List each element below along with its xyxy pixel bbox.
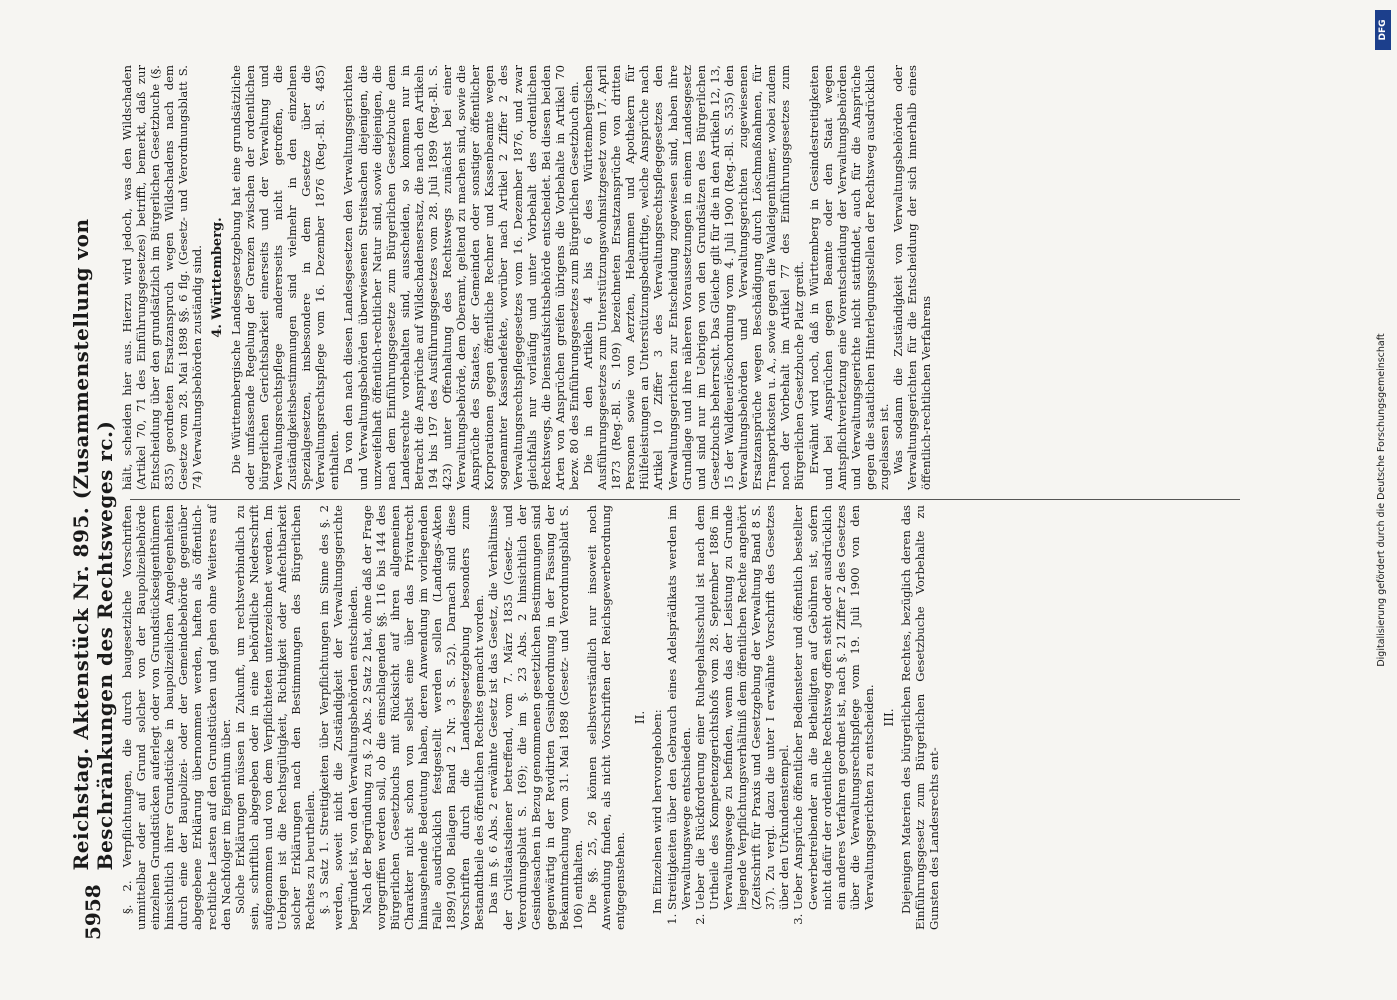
paragraph: hält, scheiden hier aus. Hierzu wird jedoch, was den Wildschaden (Artikel 70, 71 des Einführungsgesetzes) betrifft, bemerkt, daß zur Entscheidung über den grundsätzlich im Bürgerlichen Gesetzbuche (§. 835) geordneten Ersatzanspruch wegen Wildschadens nach dem Gesetze vom 28. Mai 1898 §§. 6 flg. (Gesetz- und Verordnungsblatt S. 74) Verwaltungsbehörden zuständig sind. xyxy=(120,65,205,490)
paragraph: Erwähnt wird noch, daß in Württemberg in Gesindestreitigkeiten und bei Ansprüchen gegen Beamte oder den Staat wegen Amtspflichtverletzung eine Vorentscheidung der Verwaltungsbehörden und Verwaltungsgerichte nicht stattfindet, auch für die Ansprüche gegen die staatlichen Hinterlegungsstellen der Rechtsweg ausdrücklich zugelassen ist. xyxy=(806,65,891,490)
column-divider xyxy=(130,499,1240,500)
paragraph: Die §§. 25, 26 können selbstverständlich nur insoweit noch Anwendung finden, als nicht Vorschriften der Reichsgewerbeordnung entgegenstehen. xyxy=(585,505,628,930)
paragraph: §. 2. Verpflichtungen, die durch baugesetzliche Vorschriften unmittelbar oder auf Grund solcher von der Baupolizeibehörde einzelnen Grundstücken auferlegt oder von Grundstückseigenthümern hinsichtlich ihrer Grundstücke in baupolizeilichen Angelegenheiten durch eine der Baupolizei- oder der Gemeindebehörde gegenüber abgegebene Erklärung übernommen werden, haften als öffentlich-rechtliche Lasten auf den Grundstücken und gehen ohne Weiteres auf den Nachfolger im Eigenthum über. xyxy=(120,505,233,930)
paragraph: Das im §. 6 Abs. 2 erwähnte Gesetz ist das Gesetz, die Verhältnisse der Civilstaatsdiener betreffend, vom 7. März 1835 (Gesetz- und Verordnungsblatt S. 169); die im §. 23 Abs. 2 hinsichtlich der Gesindesachen in Bezug genommenen gesetzlichen Bestimmungen sind gegenwärtig in der Revidirten Gesindeordnung in der Fassung der Bekanntmachung vom 31. Mai 1898 (Gesetz- und Verordnungsblatt S. 106) enthalten. xyxy=(486,505,585,930)
dfg-logo-text: DFG xyxy=(1378,19,1388,41)
paragraph: Da von den nach diesen Landesgesetzen den Verwaltungsgerichten und Verwaltungsbehörden überwiesenen Streitsachen diejenigen, die unzweifelhaft öffentlich-rechtlicher Natur sind, sowie diejenigen, die nach dem Einführungsgesetze zum Bürgerlichen Gesetzbuche dem Landesrechte vorbehalten sind, ausscheiden, so kommen nur in Betracht die Ansprüche auf Wildschadensersatz, die nach den Artikeln 194 bis 197 des Ausführungsgesetzes vom 28. Juli 1899 (Reg.-Bl. S. 423) unter Offenhaltung des Rechtswegs zunächst bei einer Verwaltungsbehörde, dem Oberamt, geltend zu machen sind, sowie die Ansprüche des Staates, der Gemeinden oder sonstiger öffentlicher Korporationen gegen öffentliche Rechner und Kassenbeamte wegen sogenannter Kassendefekte, worüber nach Artikel 2 Ziffer 2 des Verwaltungsrechtspflegegesetzes vom 16. Dezember 1876, und zwar gleichfalls nur vorläufig und unter Vorbehalt des ordentlichen Rechtswegs, die Dienstaufsichtsbehörde entscheidet. Bei diesen beiden Arten von Ansprüchen greifen übrigens die Vorbehalte in Artikel 70 bezw. 80 des Einführungsgesetzes zum Bürgerlichen Gesetzbuch ein. xyxy=(341,65,581,490)
list-item: 3. Ueber Ansprüche öffentlicher Bediensteter und öffentlich bestellter Gewerbetreibender an die Betheiligten auf Gebühren ist, sofern nicht dafür der ordentliche Rechtsweg offen steht oder ausdrücklich ein anderes Verfahren geordnet ist, nach §. 21 Ziffer 2 des Gesetzes über die Verwaltungsrechtspflege vom 19. Juli 1900 von den Verwaltungsgerichten zu entscheiden. xyxy=(791,505,876,910)
right-column xyxy=(120,65,933,490)
paragraph: Solche Erklärungen müssen in Zukunft, um rechtsverbindlich zu sein, schriftlich abgegeben oder in eine behördliche Niederschrift aufgenommen und von dem Verpflichteten unterzeichnet werden. Im Uebrigen ist die Rechtsgültigkeit, Richtigkeit oder Anfechtbarkeit solcher Erklärungen nach den Bestimmungen des Bürgerlichen Rechtes zu beurtheilen. xyxy=(232,505,318,930)
dfg-logo xyxy=(1375,10,1391,50)
left-column xyxy=(120,505,941,930)
section-heading-iii: III. xyxy=(881,708,896,727)
paragraph: Nach der Begründung zu §. 2 Abs. 2 Satz 2 hat, ohne daß der Frage vorgegriffen werden soll, ob die einschlagenden §§. 116 bis 144 des Bürgerlichen Gesetzbuchs mit Rücksicht auf ihren allgemeinen Charakter nicht schon von selbst eine über das Privatrecht hinausgehende Bedeutung haben, deren Anwendung im vorliegenden Falle ausdrücklich festgestellt werden sollen (Landtags-Akten 1899/1900 Beilagen Band 2 Nr. 3 S. 52). Darnach sind diese Vorschriften durch die Landesgesetzgebung besonders zum Bestandtheile des öffentlichen Rechtes gemacht worden. xyxy=(359,505,487,930)
page-title: Reichstag. Aktenstück Nr. 895. (Zusammenstellung von Beschränkungen des Rechtsweges rc.) xyxy=(69,218,117,871)
section-heading-wuerttemberg: 4. Württemberg. xyxy=(209,217,225,338)
page-number: 5958 xyxy=(81,884,105,940)
credit-text: Digitalisierung gefördert durch die Deutsche Forschungsgemeinschaft xyxy=(1376,333,1387,667)
paragraph: Was sodann die Zuständigkeit von Verwaltungsbehörden oder Verwaltungsgerichten für die Entscheidung der sich innerhalb eines öffentlich-rechtlichen Verfahrens xyxy=(891,65,934,490)
page-header xyxy=(69,50,117,940)
paragraph: Die in den Artikeln 4 bis 6 des Württembergischen Ausführungsgesetzes zum Unterstützungswohnsitzgesetz vom 17. April 1873 (Reg.-Bl. S. 109) bezeichneten Ersatzansprüche von dritten Personen sowie von Aerzten, Hebammen und Apothekern für Hülfeleistungen an Unterstützungsbedürftige, welche Ansprüche nach Artikel 10 Ziffer 3 des Verwaltungsrechtspflegegesetzes den Verwaltungsgerichten zur Entscheidung zugewiesen sind, haben ihre Grundlage und ihre näheren Voraussetzungen in einem Landesgesetz und sind nur im Uebrigen von den Grundsätzen des Bürgerlichen Gesetzbuchs beherrscht. Das Gleiche gilt für die in den Artikeln 12, 13, 15 der Waldfeuerlöschordnung vom 4. Juli 1900 (Reg.-Bl. S. 535) den Verwaltungsbehörden und Verwaltungsgerichten zugewiesenen Ersatzansprüche wegen Beschädigung durch Löschmaßnahmen, für Transportkosten u. A., sowie gegen die Waldeigenthümer, wobei zudem noch der Vorbehalt im Artikel 77 des Einführungsgesetzes zum Bürgerlichen Gesetzbuche Platz greift. xyxy=(581,65,807,490)
section-heading-ii: II. xyxy=(633,710,648,725)
paragraph: Diejenigen Materien des bürgerlichen Rechtes, bezüglich deren das Einführungsgesetz zum Bürgerlichen Gesetzbuche Vorbehalte zu Gunsten des Landesrechts ent- xyxy=(899,505,942,930)
numbered-list xyxy=(665,505,876,930)
list-item: 2. Ueber die Rückforderung einer Ruhegehaltsschuld ist nach dem Urtheile des Kompetenzgerichtshofs vom 28. September 1886 im Verwaltungswege zu befinden, wenn das der Leistung zu Grunde liegende Verpflichtungsverhältniß dem öffentlichen Rechte angehört (Zeitschrift für Praxis und Gesetzgebung der Verwaltung Band 8 S. 37). Zu vergl. dazu die unter I erwähnte Vorschrift des Gesetzes über den Urkundenstempel. xyxy=(693,505,792,910)
paragraph: Die Württembergische Landesgesetzgebung hat eine grundsätzliche oder umfassende Regelung der Grenzen zwischen der ordentlichen bürgerlichen Gerichtsbarkeit einerseits und der Verwaltung und Verwaltungsrechtspflege andererseits nicht getroffen, die Zuständigkeitsbestimmungen sind vielmehr in den einzelnen Spezialgesetzen, insbesondere in dem Gesetze über die Verwaltungsrechtspflege vom 16. Dezember 1876 (Reg.-Bl. S. 485) enthalten. xyxy=(228,65,342,490)
paragraph: Im Einzelnen wird hervorgehoben: xyxy=(650,709,665,914)
list-item: 1. Streitigkeiten über den Gebrauch eines Adelsprädikats werden im Verwaltungswege entschieden. xyxy=(665,505,693,910)
digitization-credit xyxy=(1370,20,1394,980)
paragraph: §. 3 Satz 1. Streitigkeiten über Verpflichtungen im Sinne des §. 2 werden, soweit nicht die Zuständigkeit der Verwaltungsgerichte begründet ist, von den Verwaltungsbehörden entschieden. xyxy=(317,505,360,930)
